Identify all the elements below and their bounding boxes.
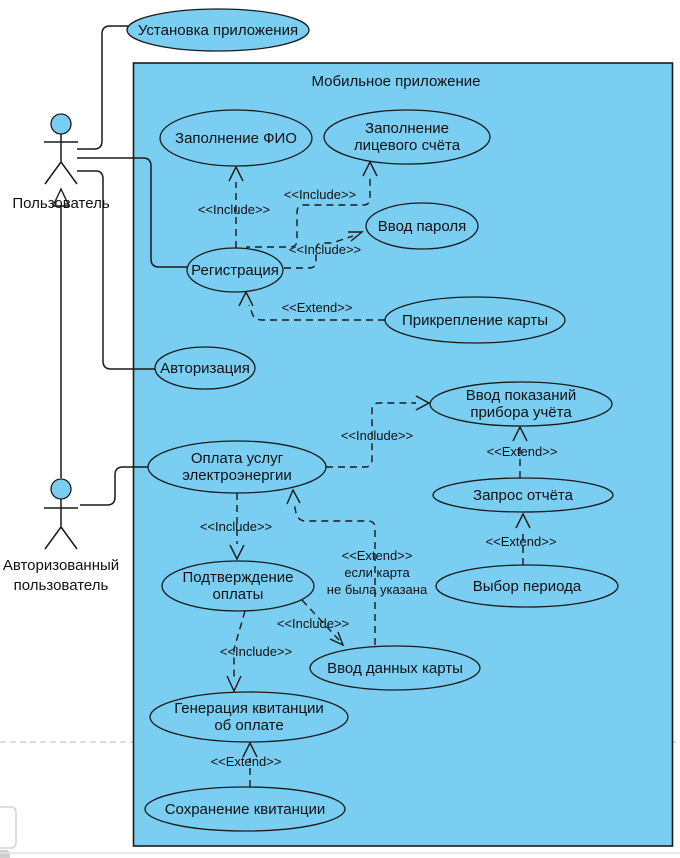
edge-label-line: <<Extend>> — [341, 548, 413, 563]
usecase-label: Подтверждение — [182, 569, 294, 586]
edge-label-include: <<Include>> — [219, 644, 293, 659]
usecase-label: электроэнергии — [182, 467, 292, 484]
partial-card-fragment — [0, 850, 10, 858]
usecase-choose-period[interactable] — [436, 565, 618, 607]
edge-label-include: <<Include>> — [276, 616, 350, 631]
actor-label: пользователь — [13, 577, 109, 594]
usecase-save-receipt[interactable] — [145, 787, 345, 831]
edge-label-include: <<Include>> — [197, 202, 271, 217]
usecase-label: Выбор периода — [472, 578, 582, 595]
edge-label-include: <<Include>> — [199, 519, 273, 534]
usecase-pay-services[interactable] — [148, 441, 326, 493]
usecase-label: лицевого счёта — [353, 137, 461, 154]
usecase-label: Ввод данных карты — [327, 660, 463, 677]
partial-card — [0, 807, 16, 848]
usecase-label: об оплате — [214, 717, 284, 734]
edge-label-include: <<Include>> — [340, 428, 414, 443]
usecase-label: Авторизация — [160, 360, 250, 377]
usecase-request-report[interactable] — [433, 478, 613, 512]
actor-head-icon — [51, 114, 71, 134]
usecase-label: Заполнение ФИО — [175, 130, 297, 147]
usecase-attach-card[interactable] — [385, 297, 565, 343]
edge-label-include: <<Include>> — [288, 242, 362, 257]
usecase-label: Установка приложения — [137, 22, 299, 39]
usecase-confirm-payment[interactable] — [162, 561, 314, 611]
edge-label-line: не была указана — [326, 582, 428, 597]
usecase-meter-readings[interactable] — [430, 382, 612, 426]
edge-label-extend: <<Extend>> — [210, 754, 282, 769]
usecase-label: Ввод пароля — [377, 218, 467, 235]
usecase-label: Прикрепление карты — [401, 312, 549, 329]
usecase-install[interactable] — [127, 9, 309, 51]
usecase-generate-receipt[interactable] — [150, 692, 348, 742]
actor-label: Авторизованный — [2, 557, 120, 574]
usecase-fill-fio[interactable] — [160, 110, 312, 166]
actor-head-icon — [51, 479, 71, 499]
usecase-label: оплаты — [212, 586, 264, 603]
usecase-label: Заполнение — [365, 120, 449, 137]
usecase-enter-password[interactable] — [366, 203, 478, 249]
usecase-authorization[interactable] — [155, 347, 255, 389]
usecase-label: Оплата услуг — [190, 450, 284, 467]
usecase-registration[interactable] — [187, 248, 283, 292]
usecase-label: прибора учёта — [470, 404, 572, 421]
usecase-label: Сохранение квитанции — [164, 801, 326, 818]
usecase-label: Запрос отчёта — [473, 487, 573, 504]
system-boundary-title: Мобильное приложение — [311, 73, 481, 90]
edge-label-include: <<Include>> — [283, 187, 357, 202]
edge-label-extend: <<Extend>> — [281, 300, 353, 315]
usecase-fill-account[interactable] — [324, 110, 490, 164]
actor-label: Пользователь — [12, 195, 110, 212]
usecase-enter-card-data[interactable] — [310, 646, 480, 690]
usecase-label: Генерация квитанции — [174, 700, 324, 717]
edge-label-extend: <<Extend>> — [485, 534, 557, 549]
usecase-label: Регистрация — [191, 262, 279, 279]
edge-label-extend: <<Extend>> — [486, 444, 558, 459]
edge-label-line: если карта — [344, 565, 410, 580]
usecase-label: Ввод показаний — [465, 387, 577, 404]
